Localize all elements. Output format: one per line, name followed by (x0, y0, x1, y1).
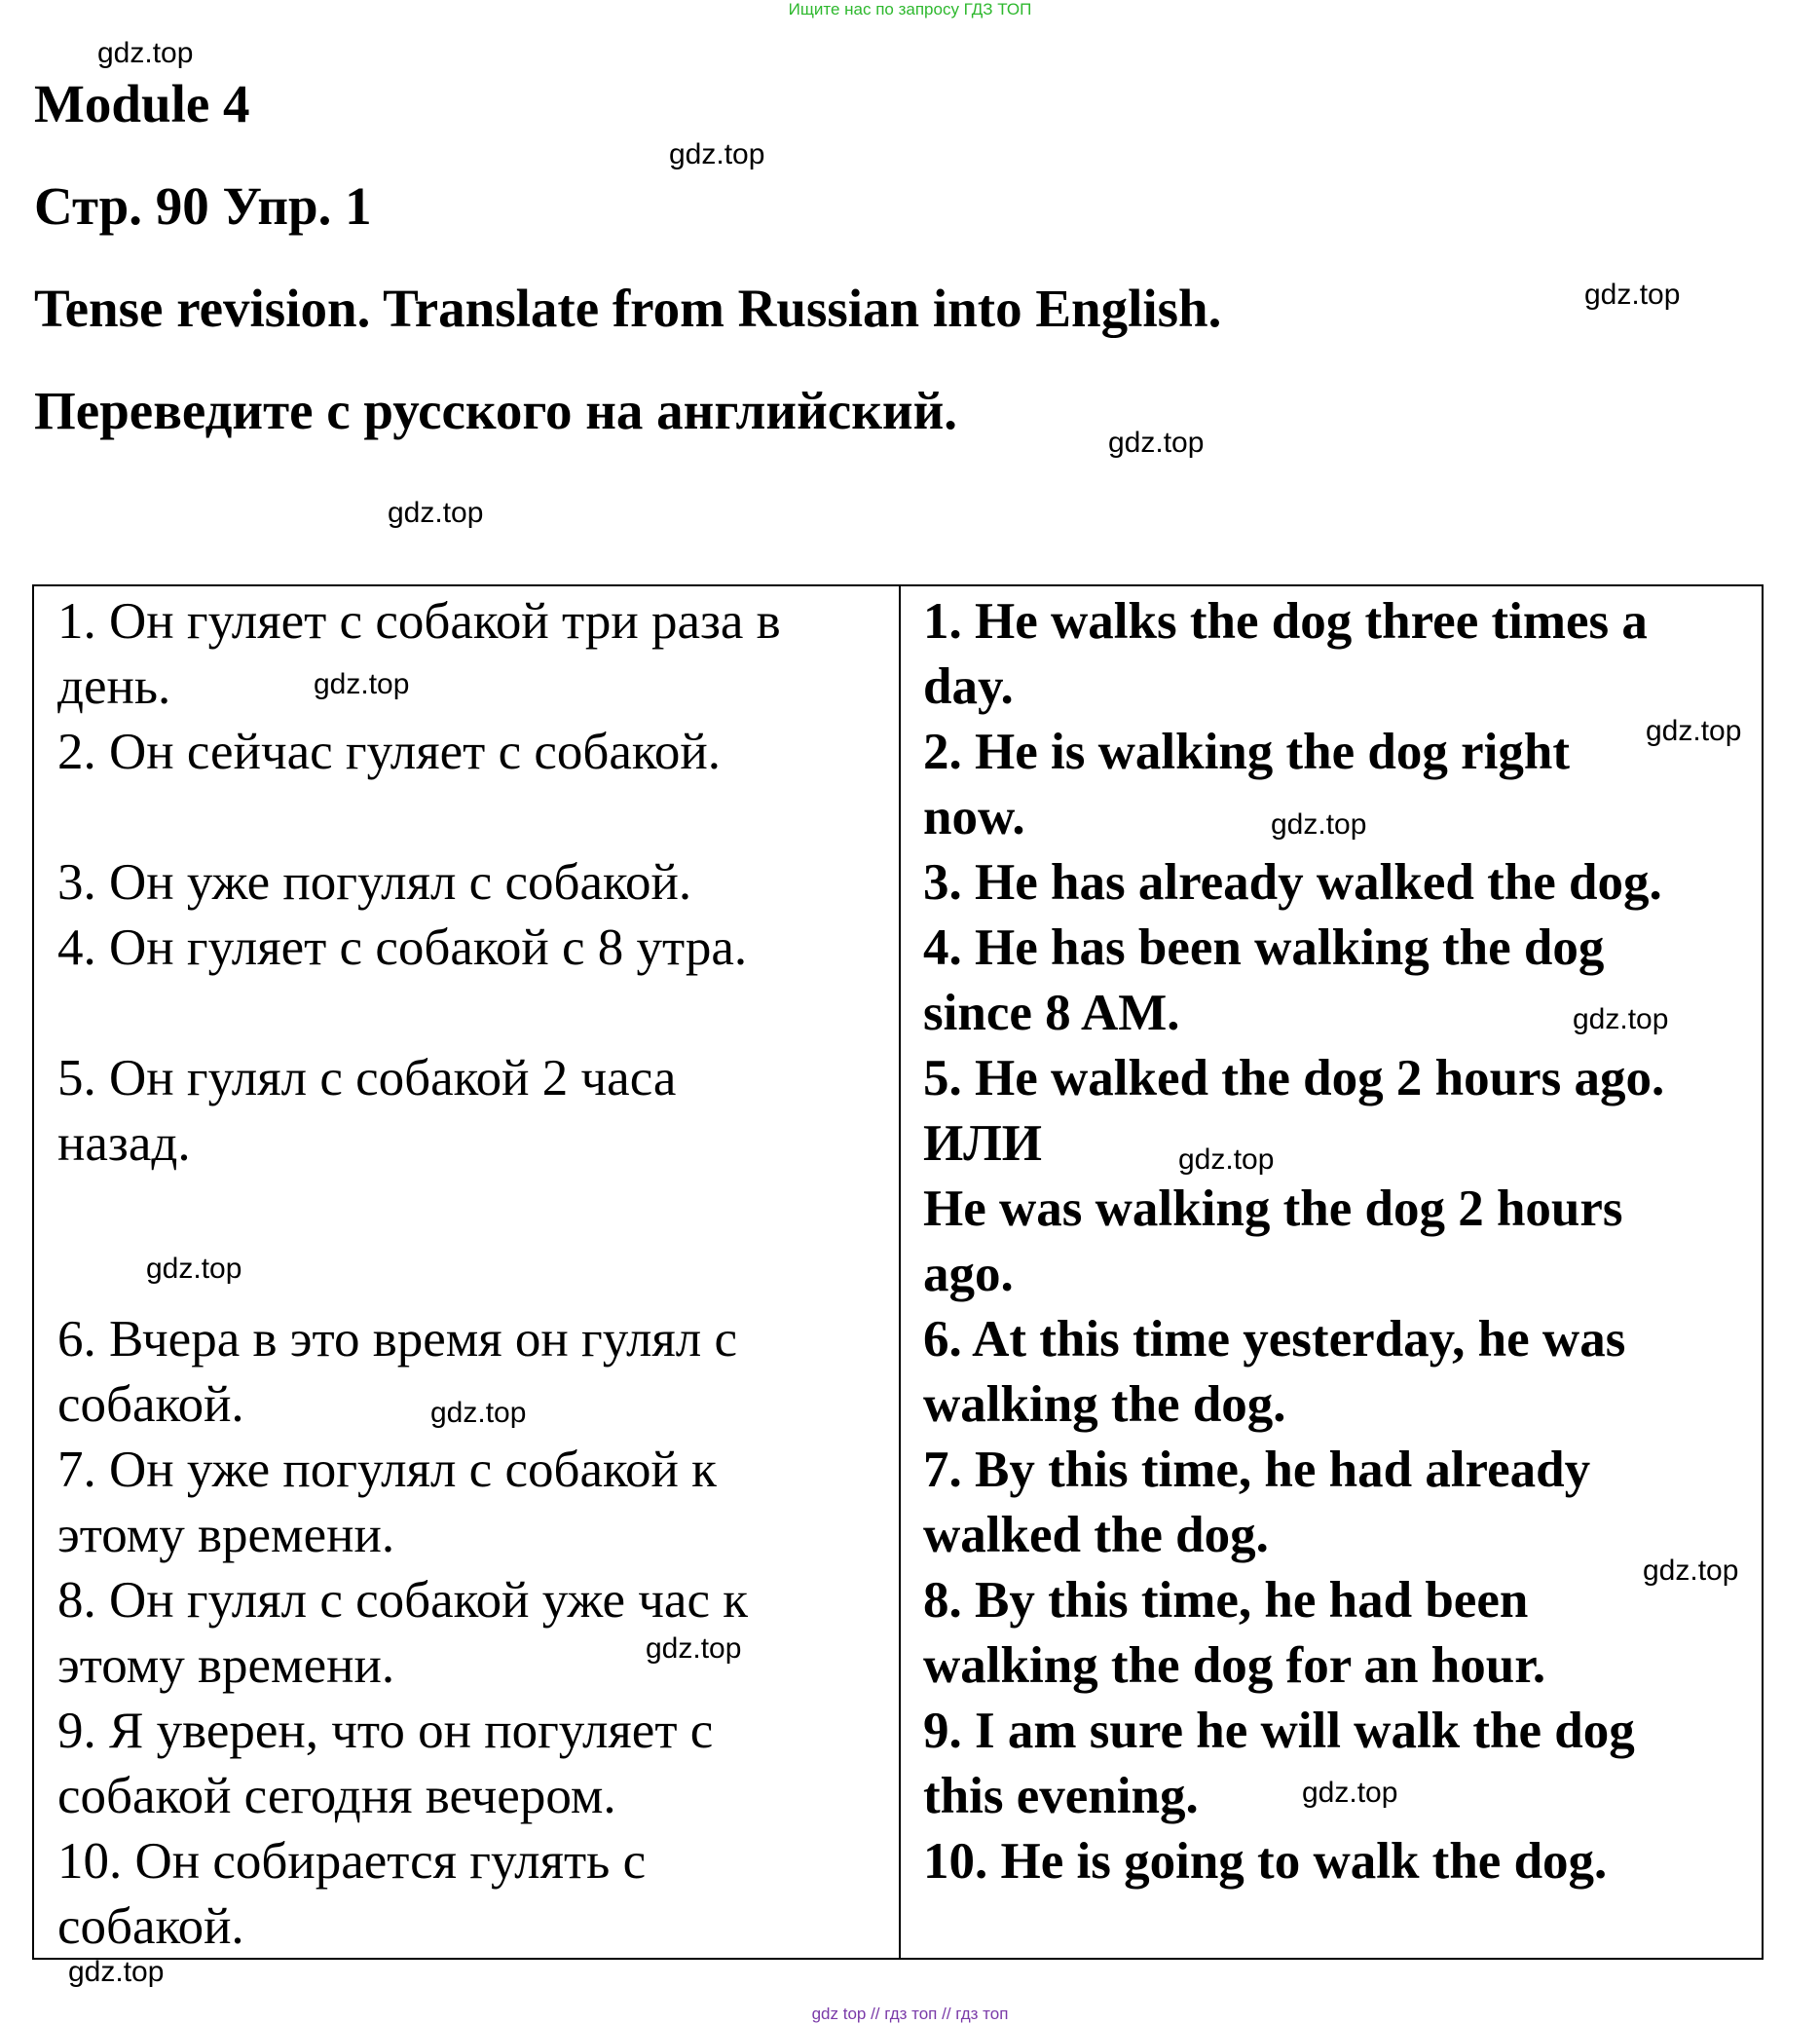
watermark: gdz.top (669, 138, 765, 170)
watermark: gdz.top (1178, 1143, 1275, 1176)
watermark: gdz.top (1271, 808, 1367, 841)
russian-line: собакой сегодня вечером. (57, 1768, 616, 1824)
english-line: ago. (923, 1246, 1014, 1302)
english-line: now. (923, 789, 1025, 845)
page-exercise-title: Стр. 90 Упр. 1 (34, 176, 372, 236)
english-line: 2. He is walking the dog right (923, 724, 1571, 780)
english-line: 8. By this time, he had been (923, 1572, 1529, 1629)
english-line: 4. He has been walking the dog (923, 919, 1605, 976)
watermark: gdz.top (1643, 1555, 1739, 1587)
russian-line: 2. Он сейчас гуляет с собакой. (57, 724, 722, 780)
english-line: since 8 AM. (923, 985, 1180, 1041)
watermark: gdz.top (430, 1397, 527, 1429)
english-line: 1. He walks the dog three times a (923, 593, 1648, 650)
watermark: gdz.top (1573, 1003, 1669, 1035)
watermark: gdz.top (146, 1253, 242, 1285)
english-line: He was walking the dog 2 hours (923, 1181, 1623, 1237)
russian-line: 5. Он гулял с собакой 2 часа (57, 1050, 677, 1106)
translation-table (32, 584, 1764, 1960)
watermark: gdz.top (97, 37, 194, 69)
watermark: gdz.top (388, 497, 484, 529)
russian-line: 9. Я уверен, что он погуляет с (57, 1703, 714, 1759)
russian-line: собакой. (57, 1898, 244, 1955)
english-line: this evening. (923, 1768, 1199, 1824)
english-line: 3. He has already walked the dog. (923, 854, 1662, 911)
english-line: 5. He walked the dog 2 hours ago. (923, 1050, 1665, 1106)
watermark: gdz.top (1108, 427, 1205, 459)
watermark: gdz.top (1302, 1777, 1398, 1809)
column-divider (899, 586, 901, 1958)
russian-line: 7. Он уже погулял с собакой к (57, 1442, 717, 1498)
english-line: ИЛИ (923, 1115, 1042, 1172)
english-line: 6. At this time yesterday, he was (923, 1311, 1626, 1368)
english-line: 10. He is going to walk the dog. (923, 1833, 1608, 1890)
russian-line: этому времени. (57, 1507, 395, 1563)
english-line: walking the dog for an hour. (923, 1637, 1546, 1694)
top-banner[interactable]: Ищите нас по запросу ГДЗ ТОП (788, 0, 1032, 19)
english-line: 7. By this time, he had already (923, 1442, 1591, 1498)
watermark: gdz.top (68, 1956, 165, 1988)
russian-line: 8. Он гулял с собакой уже час к (57, 1572, 748, 1629)
russian-line: этому времени. (57, 1637, 395, 1694)
footer-links[interactable]: gdz top // гдз топ // гдз топ (811, 2005, 1009, 2023)
english-line: walking the dog. (923, 1376, 1286, 1433)
russian-line: собакой. (57, 1376, 244, 1433)
watermark: gdz.top (1646, 715, 1742, 747)
task-russian: Переведите с русского на английский. (34, 381, 958, 440)
task-english: Tense revision. Translate from Russian into English. (34, 279, 1222, 338)
module-title: Module 4 (34, 74, 250, 133)
russian-line: назад. (57, 1115, 191, 1172)
english-line: day. (923, 658, 1014, 715)
russian-line: 4. Он гуляет с собакой с 8 утра. (57, 919, 748, 976)
russian-line: 1. Он гуляет с собакой три раза в (57, 593, 781, 650)
english-line: walked the dog. (923, 1507, 1269, 1563)
watermark: gdz.top (1584, 279, 1681, 311)
russian-line: 10. Он собирается гулять с (57, 1833, 647, 1890)
russian-line: 3. Он уже погулял с собакой. (57, 854, 692, 911)
english-line: 9. I am sure he will walk the dog (923, 1703, 1635, 1759)
watermark: gdz.top (646, 1632, 742, 1665)
russian-line: 6. Вчера в это время он гулял с (57, 1311, 738, 1368)
watermark: gdz.top (314, 668, 410, 700)
russian-line: день. (57, 658, 171, 715)
